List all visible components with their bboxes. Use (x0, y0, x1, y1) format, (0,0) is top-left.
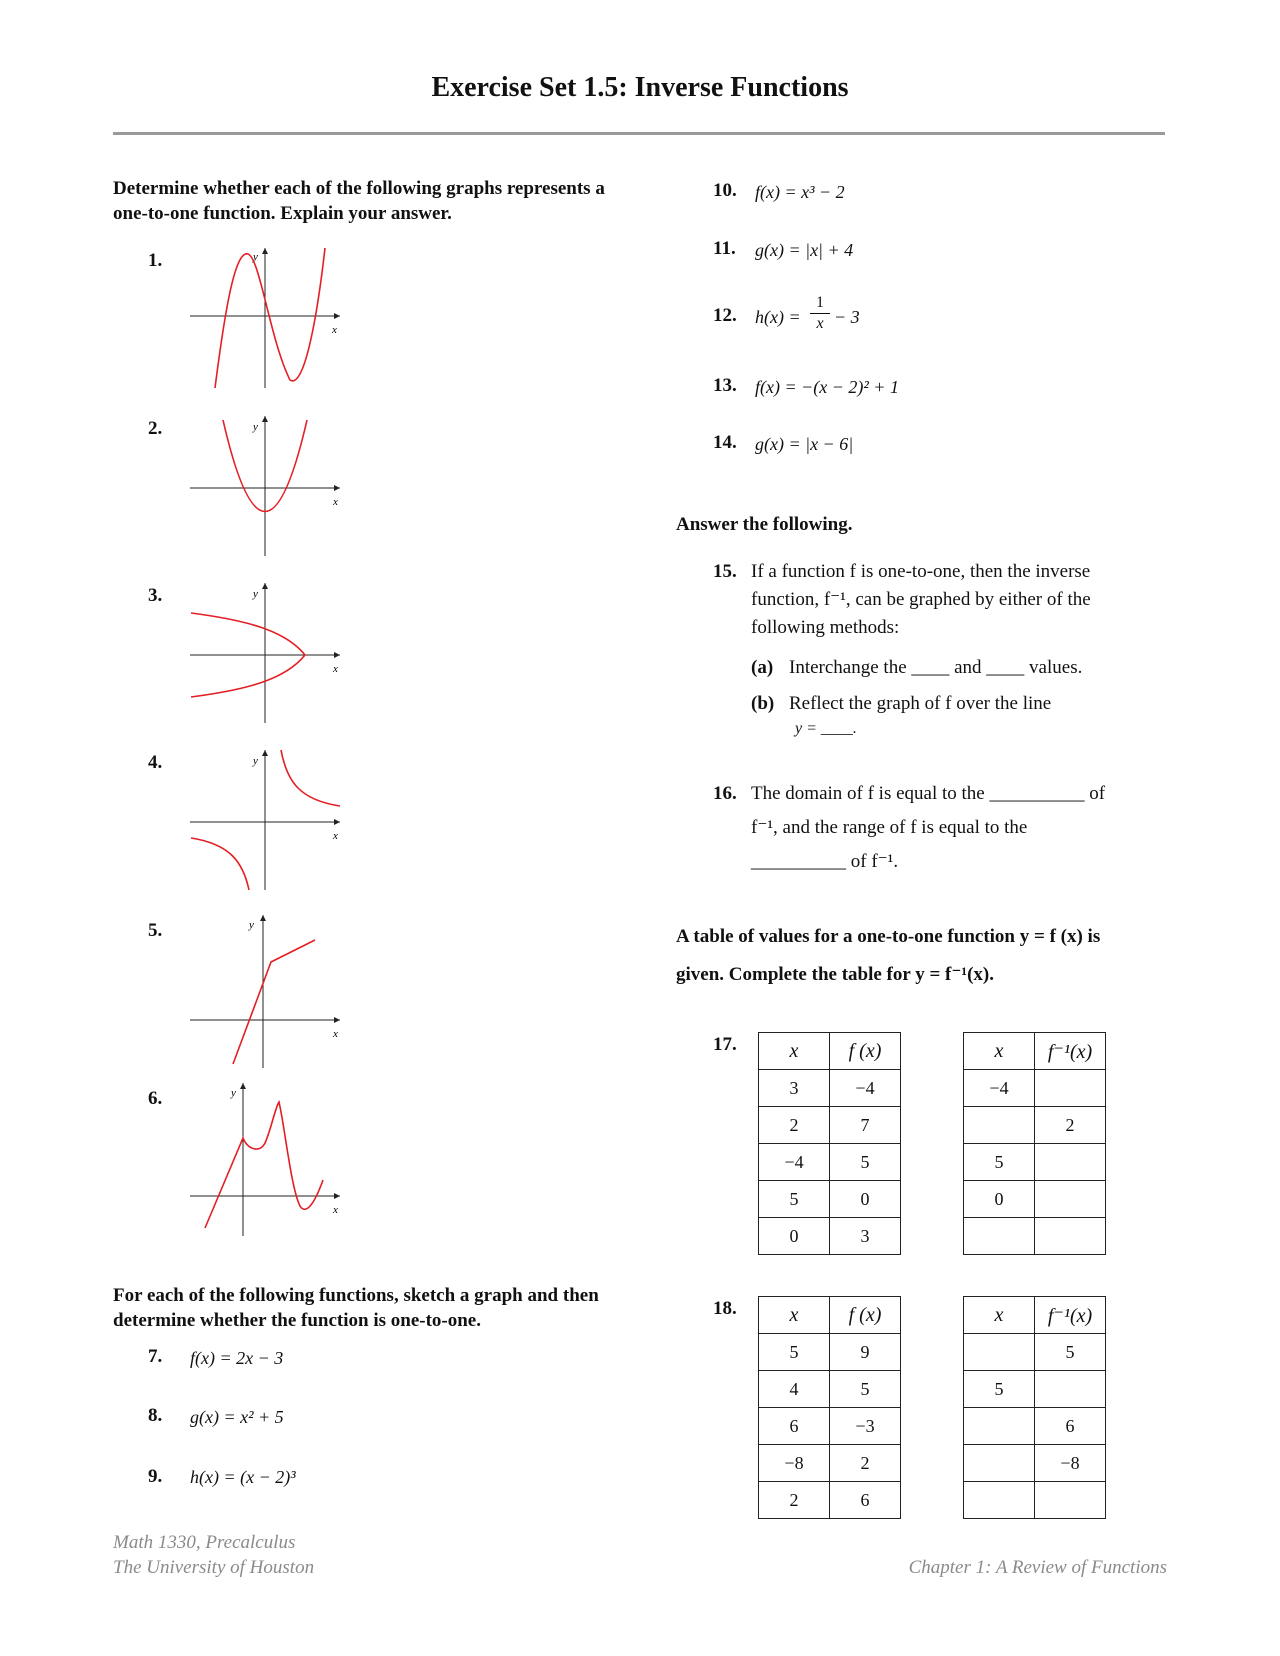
table-cell: −8 (759, 1445, 830, 1482)
problem-number-9: 9. (148, 1466, 163, 1487)
section-table-line1: A table of values for a one-to-one function y = f (x) is (676, 926, 1101, 947)
graph-number-4: 4. (148, 752, 163, 773)
table-cell: 0 (830, 1181, 901, 1218)
y-axis-label: y (253, 251, 258, 263)
problem-number-7: 7. (148, 1346, 163, 1367)
table-cell: 6 (830, 1482, 901, 1519)
table-cell[interactable] (1035, 1070, 1106, 1107)
y-axis-label: y (253, 755, 258, 767)
table-row (759, 1445, 901, 1482)
y-axis-label: y (249, 919, 254, 931)
table-cell[interactable]: 2 (1035, 1107, 1106, 1144)
table-row (964, 1181, 1106, 1218)
x-axis-label: x (333, 496, 338, 508)
problem-15b-line: y = ____. (795, 720, 857, 737)
table-row (759, 1371, 901, 1408)
table-cell[interactable] (1035, 1371, 1106, 1408)
x-axis-label: x (333, 663, 338, 675)
table-cell[interactable] (1035, 1218, 1106, 1255)
problem-15-text: If a function f is one-to-one, then the inverse function, f⁻¹, can be graphed by either of the following methods: (751, 561, 1091, 638)
graph-2 (185, 408, 345, 558)
table-row (759, 1218, 901, 1255)
table-cell: 3 (830, 1218, 901, 1255)
problem-13-expression: f(x) = −(x − 2)² + 1 (755, 377, 899, 397)
table-cell[interactable] (964, 1334, 1035, 1371)
table-cell[interactable] (964, 1408, 1035, 1445)
graph-5 (185, 910, 345, 1070)
problem-15b-label: (b) (751, 693, 775, 714)
curve-4-left (191, 838, 249, 890)
table-cell[interactable]: 5 (964, 1144, 1035, 1181)
problem-12-fraction (810, 293, 830, 334)
table-row (964, 1107, 1106, 1144)
problem-12-lhs: h(x) = (755, 307, 801, 327)
table-cell: 5 (759, 1181, 830, 1218)
table-row (964, 1408, 1106, 1445)
table-cell[interactable] (964, 1218, 1035, 1255)
problem-10-expression: f(x) = x³ − 2 (755, 182, 845, 202)
table-cell[interactable] (1035, 1144, 1106, 1181)
section-table-line2: given. Complete the table for y = f⁻¹(x). (676, 964, 994, 985)
table-header-x: x (964, 1297, 1035, 1334)
curve-5 (233, 940, 315, 1064)
table-cell[interactable]: 5 (964, 1371, 1035, 1408)
table-cell[interactable] (1035, 1181, 1106, 1218)
table-cell: 2 (830, 1445, 901, 1482)
table-header-finv: f⁻¹(x) (1035, 1297, 1106, 1334)
problem-number-16: 16. (713, 783, 737, 804)
problem-number-10: 10. (713, 180, 737, 201)
footer-chapter: Chapter 1: A Review of Functions (908, 1557, 1167, 1578)
table-row (964, 1445, 1106, 1482)
table-cell[interactable]: 0 (964, 1181, 1035, 1218)
table-row (759, 1334, 901, 1371)
y-axis-label: y (253, 421, 258, 433)
table-cell: 2 (759, 1482, 830, 1519)
problem-14-expression: g(x) = |x − 6| (755, 434, 854, 454)
section-instructions-sketch: For each of the following functions, sketch a graph and then determine whether the function is one-to-one. (113, 1285, 599, 1331)
graph-number-5: 5. (148, 920, 163, 941)
table-cell[interactable]: −4 (964, 1070, 1035, 1107)
table-header-x: x (759, 1297, 830, 1334)
problem-number-14: 14. (713, 432, 737, 453)
table-row (964, 1371, 1106, 1408)
table-cell[interactable] (964, 1107, 1035, 1144)
graph-1 (185, 240, 345, 390)
table-row (964, 1144, 1106, 1181)
table-18-f (758, 1296, 901, 1519)
table-cell: −4 (830, 1070, 901, 1107)
x-axis-label: x (333, 830, 338, 842)
table-cell: −3 (830, 1408, 901, 1445)
fraction-numerator: 1 (810, 293, 830, 314)
table-row (759, 1107, 901, 1144)
table-row (964, 1334, 1106, 1371)
problem-15a-label: (a) (751, 657, 774, 678)
table-cell[interactable]: 6 (1035, 1408, 1106, 1445)
problem-number-15: 15. (713, 561, 737, 582)
footer-university: The University of Houston (113, 1557, 315, 1578)
table-17-f (758, 1032, 901, 1255)
table-header-x: x (759, 1033, 830, 1070)
table-row (759, 1482, 901, 1519)
table-cell[interactable]: −8 (1035, 1445, 1106, 1482)
problem-16-line3: __________ of f⁻¹. (751, 851, 899, 872)
table-18-finverse (963, 1296, 1106, 1519)
problem-7-expression: f(x) = 2x − 3 (190, 1348, 284, 1368)
fraction-denominator: x (816, 315, 824, 332)
table-row (964, 1070, 1106, 1107)
table-row (759, 1144, 901, 1181)
table-row (759, 1181, 901, 1218)
problem-16-line1: The domain of f is equal to the __________ of (751, 783, 1106, 804)
x-axis-label: x (333, 1028, 338, 1040)
table-cell[interactable] (1035, 1482, 1106, 1519)
y-axis-label: y (253, 588, 258, 600)
x-axis-label: x (333, 1204, 338, 1216)
problem-number-17: 17. (713, 1034, 737, 1055)
curve-6 (205, 1102, 323, 1228)
table-cell: −4 (759, 1144, 830, 1181)
problem-number-12: 12. (713, 305, 737, 326)
problem-number-8: 8. (148, 1405, 163, 1426)
title-rule (113, 132, 1165, 135)
curve-4-right (281, 750, 340, 806)
table-cell: 5 (759, 1334, 830, 1371)
problem-number-11: 11. (713, 238, 736, 259)
table-header-fx: f (x) (830, 1033, 901, 1070)
table-cell[interactable] (964, 1445, 1035, 1482)
table-cell: 4 (759, 1371, 830, 1408)
table-17-finverse (963, 1032, 1106, 1255)
problem-11-expression: g(x) = |x| + 4 (755, 240, 854, 260)
y-axis-label: y (231, 1087, 236, 1099)
graph-3 (185, 575, 345, 725)
problem-8-expression: g(x) = x² + 5 (190, 1407, 284, 1427)
problem-9-expression: h(x) = (x − 2)³ (190, 1467, 296, 1487)
graph-number-2: 2. (148, 418, 163, 439)
problem-12-rhs: − 3 (834, 307, 860, 327)
footer-course: Math 1330, Precalculus (113, 1532, 296, 1553)
table-cell: 7 (830, 1107, 901, 1144)
section-instructions-graphs: Determine whether each of the following graphs represents a one-to-one function. Explain your answer. (113, 178, 605, 224)
table-cell: 0 (759, 1218, 830, 1255)
problem-15a-text: Interchange the ____ and ____ values. (789, 657, 1083, 678)
curve-1 (215, 248, 325, 388)
table-row (964, 1482, 1106, 1519)
graph-4 (185, 742, 345, 892)
graph-number-6: 6. (148, 1088, 163, 1109)
table-cell: 5 (830, 1371, 901, 1408)
x-axis-label: x (332, 324, 337, 336)
page-title: Exercise Set 1.5: Inverse Functions (431, 72, 849, 103)
table-header-fx: f (x) (830, 1297, 901, 1334)
table-cell: 9 (830, 1334, 901, 1371)
problem-number-18: 18. (713, 1298, 737, 1319)
table-cell: 5 (830, 1144, 901, 1181)
table-header-x: x (964, 1033, 1035, 1070)
table-cell[interactable]: 5 (1035, 1334, 1106, 1371)
problem-number-13: 13. (713, 375, 737, 396)
table-row (964, 1218, 1106, 1255)
table-header-finv: f⁻¹(x) (1035, 1033, 1106, 1070)
table-row (759, 1408, 901, 1445)
graph-number-1: 1. (148, 250, 163, 271)
table-cell: 3 (759, 1070, 830, 1107)
table-cell[interactable] (964, 1482, 1035, 1519)
problem-15b-text: Reflect the graph of f over the line (789, 693, 1052, 714)
problem-16-line2: f⁻¹, and the range of f is equal to the (751, 817, 1028, 838)
section-answer-following: Answer the following. (676, 514, 853, 535)
table-row (759, 1070, 901, 1107)
graph-6 (185, 1078, 345, 1238)
table-cell: 2 (759, 1107, 830, 1144)
table-cell: 6 (759, 1408, 830, 1445)
graph-number-3: 3. (148, 585, 163, 606)
